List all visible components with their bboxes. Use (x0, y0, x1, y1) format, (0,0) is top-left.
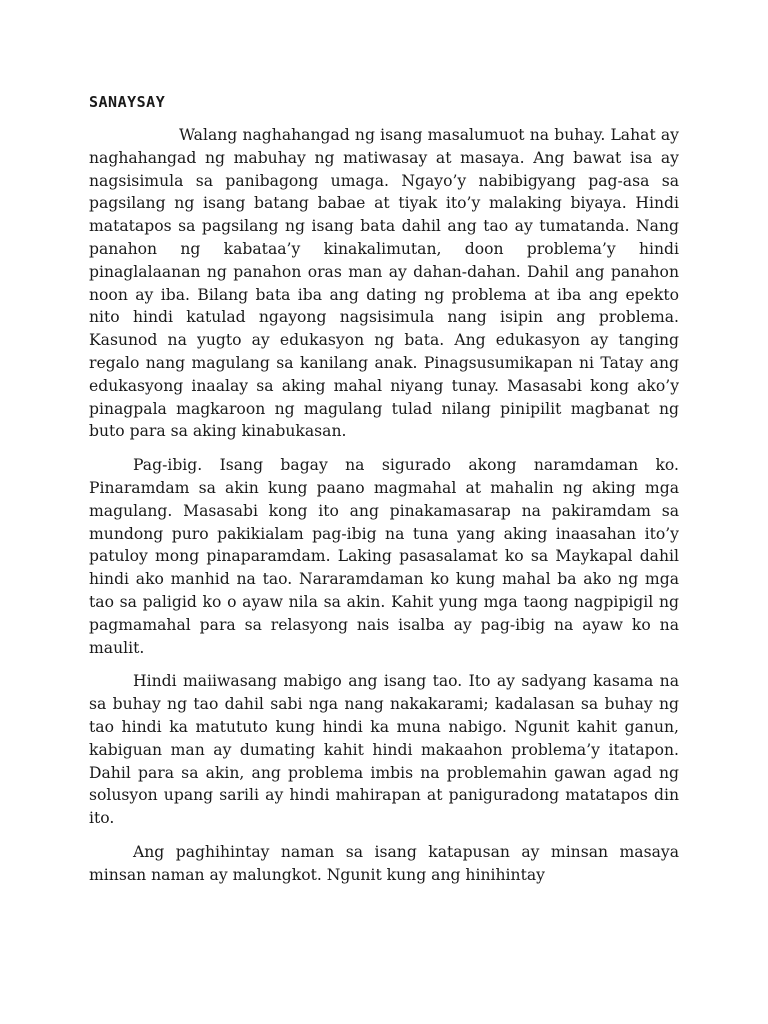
paragraph-1: Walang naghahangad ng isang masalumuot na buhay. Lahat ay naghahangad ng mabuhay ng matiwasay at masaya. Ang bawat isa ay nagsisimula sa panibagong umaga. Ngayo’y nabibigyang pag-asa sa pagsilang ng isang batang babae at tiyak ito’y malaking biyaya. Hindi matatapos sa pagsilang ng isang bata dahil ang tao ay tumatanda. Nang panahon ng kabataa’y kinakalimutan, doon problema’y hindi pinaglalaanan ng panahon oras man ay dahan-dahan. Dahil ang panahon noon ay iba. Bilang bata iba ang dating ng problema at iba ang epekto nito hindi katulad ngayong nagsisimula nang isipin ang problema. Kasunod na yugto ay edukasyon ng bata. Ang edukasyon ay tanging regalo nang magulang sa kanilang anak. Pinagsusumikapan ni Tatay ang edukasyong inaalay sa aking mahal niyang tunay. Masasabi kong ako’y pinagpala magkaroon ng magulang tulad nilang pinipilit magbanat ng buto para sa aking kinabukasan. (89, 126, 679, 441)
paragraph-2: Pag-ibig. Isang bagay na sigurado akong naramdaman ko. Pinaramdam sa akin kung paano magmahal at mahalin ng aking mga magulang. Masasabi kong ito ang pinakamasarap na pakiramdam sa mundong puro pakikialam pag-ibig na tuna yang aking inaasahan ito’y patuloy mong pinaparamdam. Laking pasasalamat ko sa Maykapal dahil hindi ako manhid na tao. Nararamdaman ko kung mahal ba ako ng mga tao sa paligid ko o ayaw nila sa akin. Kahit yung mga taong nagpipigil ng pagmamahal para sa relasyong nais isalba ay pag-ibig na ayaw ko na maulit. (89, 456, 679, 657)
paragraph-4: Ang paghihintay naman sa isang katapusan ay minsan masaya minsan naman ay malungkot. Ngunit kung ang hinihintay (89, 842, 679, 884)
document-title: SANAYSAY (89, 93, 166, 111)
paragraph-3: Hindi maiiwasang mabigo ang isang tao. Ito ay sadyang kasama na sa buhay ng tao dahil sabi nga nang nakakarami; kadalasan sa buhay ng tao hindi ka matututo kung hindi ka muna nabigo. Ngunit kahit ganun, kabiguan man ay dumating kahit hindi makaahon problema’y itatapon. Dahil para sa akin, ang problema imbis na problemahin gawan agad ng solusyon upang sarili ay hindi mahirapan at paniguradong matatapos din ito. (89, 672, 679, 828)
document-body (89, 124, 679, 898)
